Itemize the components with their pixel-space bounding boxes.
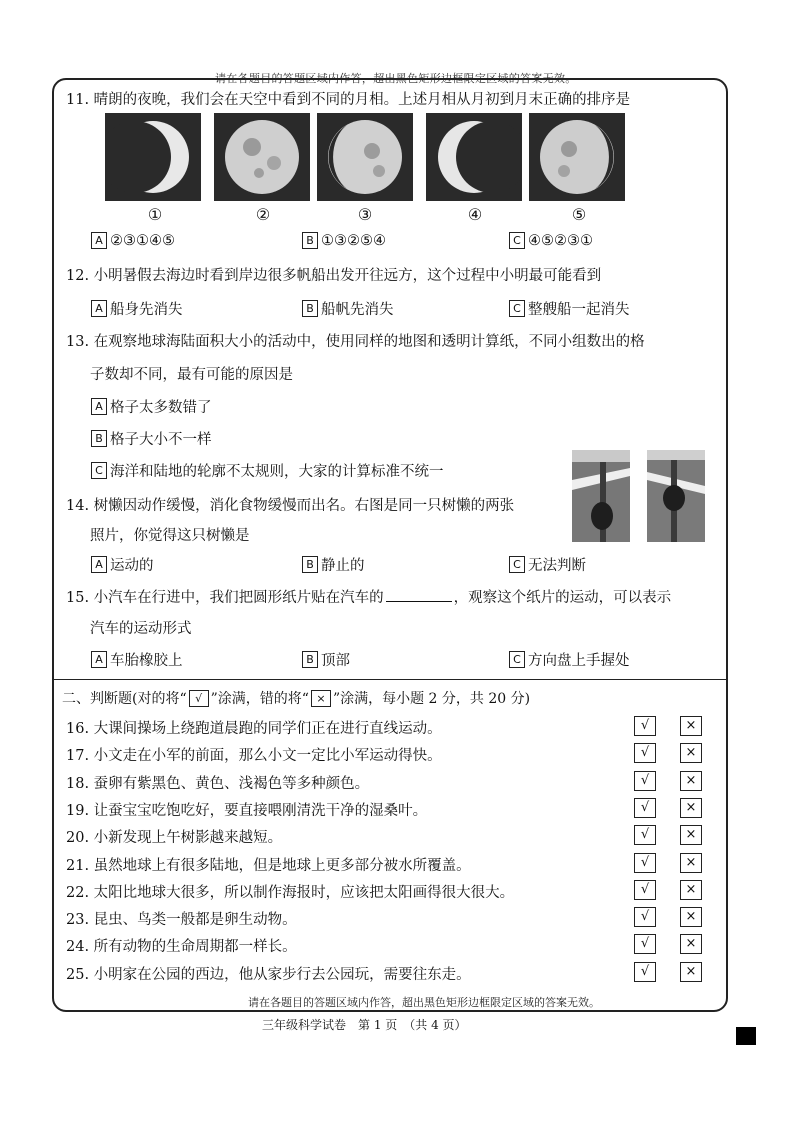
judgment-item: 25. 小明家在公园的西边，他从家步行去公园玩，需要往东走。 bbox=[66, 967, 471, 983]
option-text: 无法判断 bbox=[528, 558, 586, 574]
judgment-item: 17. 小文走在小军的前面，那么小文一定比小军运动得快。 bbox=[66, 748, 442, 764]
question-15-text-b: ，观察这个纸片的运动，可以表示 bbox=[453, 590, 672, 606]
option-text: 船帆先消失 bbox=[321, 302, 394, 318]
true-option-box[interactable]: √ bbox=[634, 962, 656, 982]
judgment-item: 16. 大课间操场上绕跑道晨跑的同学们正在进行直线运动。 bbox=[66, 721, 442, 737]
option-letter-box: B bbox=[302, 556, 318, 573]
option-text: 运动的 bbox=[110, 558, 154, 574]
judgment-item: 23. 昆虫、鸟类一般都是卵生动物。 bbox=[66, 912, 297, 928]
question-11: 11. 晴朗的夜晚，我们会在天空中看到不同的月相。上述月相从月初到月末正确的排序是 bbox=[66, 92, 631, 108]
option-letter-box: A bbox=[91, 232, 107, 249]
option-letter-box: C bbox=[509, 651, 525, 668]
moon-photo-1 bbox=[105, 113, 201, 201]
judgment-item: 24. 所有动物的生命周期都一样长。 bbox=[66, 939, 297, 955]
q15-option-a[interactable] bbox=[91, 649, 183, 670]
check-symbol-icon: √ bbox=[189, 690, 209, 707]
option-text: 格子太多数错了 bbox=[110, 400, 212, 416]
true-option-box[interactable]: √ bbox=[634, 825, 656, 845]
option-text: 车胎橡胶上 bbox=[110, 653, 183, 669]
moon-label-1: ① bbox=[147, 205, 163, 224]
question-15-text-a: 15. 小汽车在行进中，我们把圆形纸片贴在汽车的 bbox=[66, 590, 384, 606]
true-option-box[interactable]: √ bbox=[634, 798, 656, 818]
option-letter-box: C bbox=[91, 462, 107, 479]
option-letter-box: B bbox=[302, 651, 318, 668]
moon-label-5: ⑤ bbox=[571, 205, 587, 224]
option-letter-box: A bbox=[91, 300, 107, 317]
moon-photo-2 bbox=[214, 113, 310, 201]
moon-photo-5 bbox=[529, 113, 625, 201]
option-letter-box: A bbox=[91, 556, 107, 573]
false-option-box[interactable]: × bbox=[680, 771, 702, 791]
false-option-box[interactable]: × bbox=[680, 798, 702, 818]
true-option-box[interactable]: √ bbox=[634, 880, 656, 900]
option-letter-box: B bbox=[302, 232, 318, 249]
option-letter-box: B bbox=[91, 430, 107, 447]
moon-label-3: ③ bbox=[357, 205, 373, 224]
false-option-box[interactable]: × bbox=[680, 880, 702, 900]
judgment-item: 19. 让蚕宝宝吃饱吃好，要直接喂刚清洗干净的湿桑叶。 bbox=[66, 803, 428, 819]
q12-option-b[interactable] bbox=[302, 298, 394, 319]
judgment-item: 21. 虽然地球上有很多陆地，但是地球上更多部分被水所覆盖。 bbox=[66, 858, 471, 874]
q14-option-c[interactable] bbox=[509, 554, 586, 575]
question-12: 12. 小明暑假去海边时看到岸边很多帆船出发开往远方，这个过程中小明最可能看到 bbox=[66, 268, 602, 284]
false-option-box[interactable]: × bbox=[680, 716, 702, 736]
q15-option-b[interactable] bbox=[302, 649, 350, 670]
q12-option-a[interactable] bbox=[91, 298, 183, 319]
section-2-title-c: ”涂满，每小题 2 分，共 20 分) bbox=[332, 691, 531, 707]
footer-note: 请在各题目的答题区域内作答，超出黑色矩形边框限定区域的答案无效。 bbox=[248, 996, 600, 1009]
moon-label-2: ② bbox=[255, 205, 271, 224]
moon-label-4: ④ bbox=[467, 205, 483, 224]
option-text: 顶部 bbox=[321, 653, 350, 669]
page-footer: 三年级科学试卷 第 1 页 （共 4 页） bbox=[262, 1018, 467, 1032]
cross-symbol-icon: × bbox=[311, 690, 331, 707]
true-option-box[interactable]: √ bbox=[634, 853, 656, 873]
section-2-title-a: 二、判断题(对的将“ bbox=[62, 691, 187, 707]
sloth-photo-2 bbox=[647, 450, 705, 542]
option-letter-box: C bbox=[509, 300, 525, 317]
q15-option-c[interactable] bbox=[509, 649, 630, 670]
false-option-box[interactable]: × bbox=[680, 743, 702, 763]
true-option-box[interactable]: √ bbox=[634, 716, 656, 736]
false-option-box[interactable]: × bbox=[680, 934, 702, 954]
question-13-line1: 13. 在观察地球海陆面积大小的活动中，使用同样的地图和透明计算纸，不同小组数出的格 bbox=[66, 334, 645, 350]
q14-option-a[interactable] bbox=[91, 554, 154, 575]
false-option-box[interactable]: × bbox=[680, 962, 702, 982]
q12-option-c[interactable] bbox=[509, 298, 630, 319]
option-text: 方向盘上手握处 bbox=[528, 653, 630, 669]
true-option-box[interactable]: √ bbox=[634, 934, 656, 954]
option-letter-box: A bbox=[91, 398, 107, 415]
judgment-item: 22. 太阳比地球大很多，所以制作海报时，应该把太阳画得很大很大。 bbox=[66, 885, 515, 901]
question-15-line1 bbox=[66, 586, 671, 607]
question-14-line2: 照片，你觉得这只树懒是 bbox=[90, 528, 250, 544]
answer-blank[interactable] bbox=[386, 587, 452, 602]
option-text: 整艘船一起消失 bbox=[528, 302, 630, 318]
false-option-box[interactable]: × bbox=[680, 907, 702, 927]
section-2-title-b: ”涂满，错的将“ bbox=[210, 691, 309, 707]
header-note: 请在各题目的答题区域内作答，超出黑色矩形边框限定区域的答案无效。 bbox=[215, 72, 577, 85]
section-divider bbox=[54, 679, 726, 680]
option-letter-box: A bbox=[91, 651, 107, 668]
q11-option-c[interactable] bbox=[509, 232, 593, 249]
option-text: ④⑤②③① bbox=[528, 232, 593, 249]
q13-option-a[interactable] bbox=[91, 396, 212, 417]
option-text: ②③①④⑤ bbox=[110, 232, 175, 249]
option-text: 船身先消失 bbox=[110, 302, 183, 318]
section-2-title bbox=[62, 688, 530, 708]
true-option-box[interactable]: √ bbox=[634, 743, 656, 763]
true-option-box[interactable]: √ bbox=[634, 907, 656, 927]
sloth-photo-1 bbox=[572, 450, 630, 542]
question-14-line1: 14. 树懒因动作缓慢，消化食物缓慢而出名。右图是同一只树懒的两张 bbox=[66, 498, 515, 514]
q13-option-b[interactable] bbox=[91, 428, 212, 449]
q11-option-b[interactable] bbox=[302, 232, 386, 249]
option-letter-box: C bbox=[509, 556, 525, 573]
q11-option-a[interactable] bbox=[91, 232, 175, 249]
moon-photo-3 bbox=[317, 113, 413, 201]
judgment-item: 18. 蚕卵有紫黑色、黄色、浅褐色等多种颜色。 bbox=[66, 776, 370, 792]
question-13-line2: 子数却不同，最有可能的原因是 bbox=[90, 367, 293, 383]
true-option-box[interactable]: √ bbox=[634, 771, 656, 791]
registration-mark bbox=[736, 1027, 756, 1045]
false-option-box[interactable]: × bbox=[680, 825, 702, 845]
false-option-box[interactable]: × bbox=[680, 853, 702, 873]
q14-option-b[interactable] bbox=[302, 554, 365, 575]
option-text: 静止的 bbox=[321, 558, 365, 574]
q13-option-c[interactable] bbox=[91, 460, 444, 481]
option-text: 格子大小不一样 bbox=[110, 432, 212, 448]
moon-photo-4 bbox=[426, 113, 522, 201]
option-text: ①③②⑤④ bbox=[321, 232, 386, 249]
option-letter-box: C bbox=[509, 232, 525, 249]
judgment-item: 20. 小新发现上午树影越来越短。 bbox=[66, 830, 283, 846]
question-15-line2: 汽车的运动形式 bbox=[90, 621, 192, 637]
option-text: 海洋和陆地的轮廓不太规则，大家的计算标准不统一 bbox=[110, 464, 444, 480]
option-letter-box: B bbox=[302, 300, 318, 317]
